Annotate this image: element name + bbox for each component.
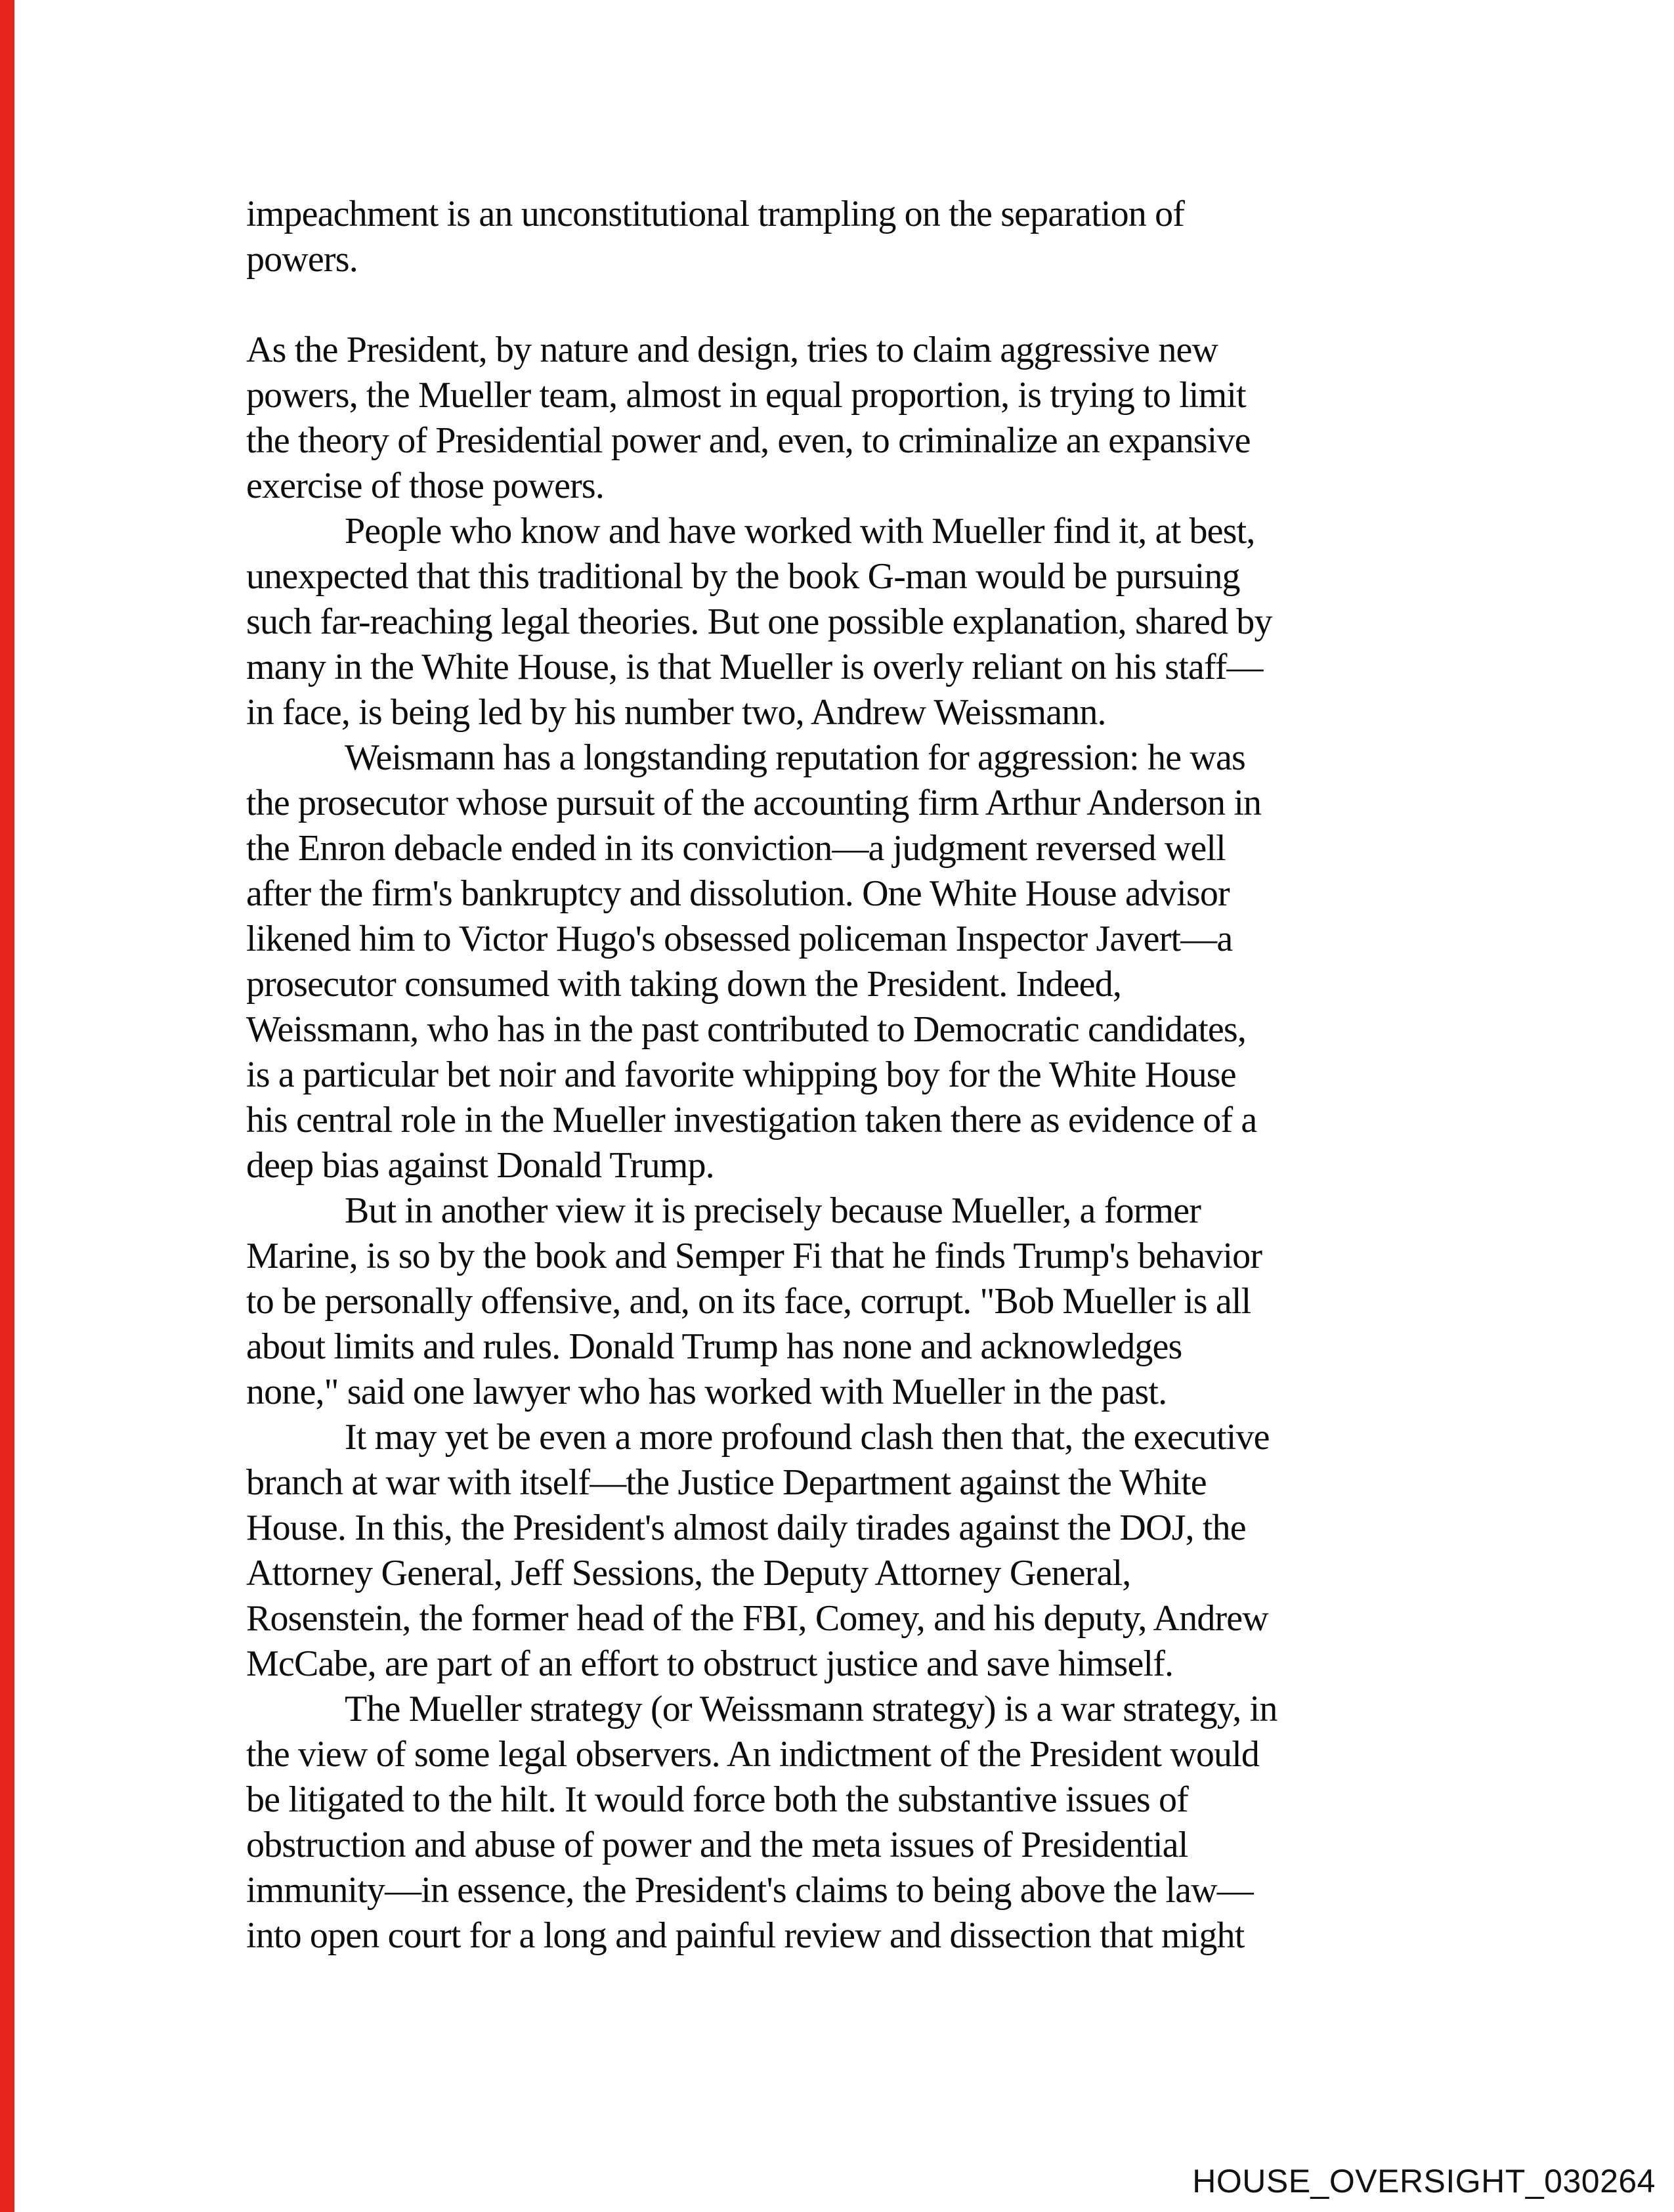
body-paragraph: Weismann has a longstanding reputation for aggression: he was the prosecutor whose pursuit of the accounting firm Arthur Anderson in the Enron debacle ended in its conviction—a judgment reversed well after the firm's bankruptcy and dissolution. One White House advisor likened him to Victor Hugo's obsessed policeman Inspector Javert—a prosecutor consumed with taking down the President. Indeed, Weissmann, who has in the past contributed to Democratic candidates, is a particular bet noir and favorite whipping boy for the White House his central role in the Mueller investigation taken there as evidence of a deep bias against Donald Trump. — [246, 737, 1262, 1186]
bates-stamp: HOUSE_OVERSIGHT_030264 — [1192, 2163, 1656, 2200]
body-paragraph: It may yet be even a more profound clash then that, the executive branch at war with itself—the Justice Department against the White House. In this, the President's almost daily tirades against the DOJ, the Attorney General, Jeff Sessions, the Deputy Attorney General, Rosenstein, the former head of the FBI, Comey, and his deputy, Andrew McCabe, are part of an effort to obstruct justice and save himself. — [246, 1417, 1270, 1684]
body-paragraph: But in another view it is precisely because Mueller, a former Marine, is so by the book and Semper Fi that he finds Trump's behavior to be personally offensive, and, on its face, corrupt. "Bob Mueller is all about limits and rules. Donald Trump has none and acknowledges none," said one lawyer who has worked with Mueller in the past. — [246, 1190, 1262, 1412]
body-paragraph: As the President, by nature and design, tries to claim aggressive new powers, the Mueller team, almost in equal proportion, is trying to limit the theory of Presidential power and, even, to criminalize an expansive exercise of those powers. — [246, 330, 1251, 506]
body-paragraph: impeachment is an unconstitutional trampling on the separation of powers. — [246, 194, 1185, 280]
scan-edge-artifact — [0, 0, 14, 2212]
body-paragraph: The Mueller strategy (or Weissmann strategy) is a war strategy, in the view of some legal observers. An indictment of the President would be litigated to the hilt. It would force both the substantive issues of obstruction and abuse of power and the meta issues of Presidential immunity—in essence, the President's claims to being above the law— into open court for a long and painful review and dissection that might — [246, 1689, 1277, 1956]
document-body — [246, 192, 1493, 1959]
body-paragraph: People who know and have worked with Mueller find it, at best, unexpected that this traditional by the book G-man would be pursuing such far-reaching legal theories. But one possible explanation, shared by many in the White House, is that Mueller is overly reliant on his staff— in face, is being led by his number two, Andrew Weissmann. — [246, 511, 1272, 733]
